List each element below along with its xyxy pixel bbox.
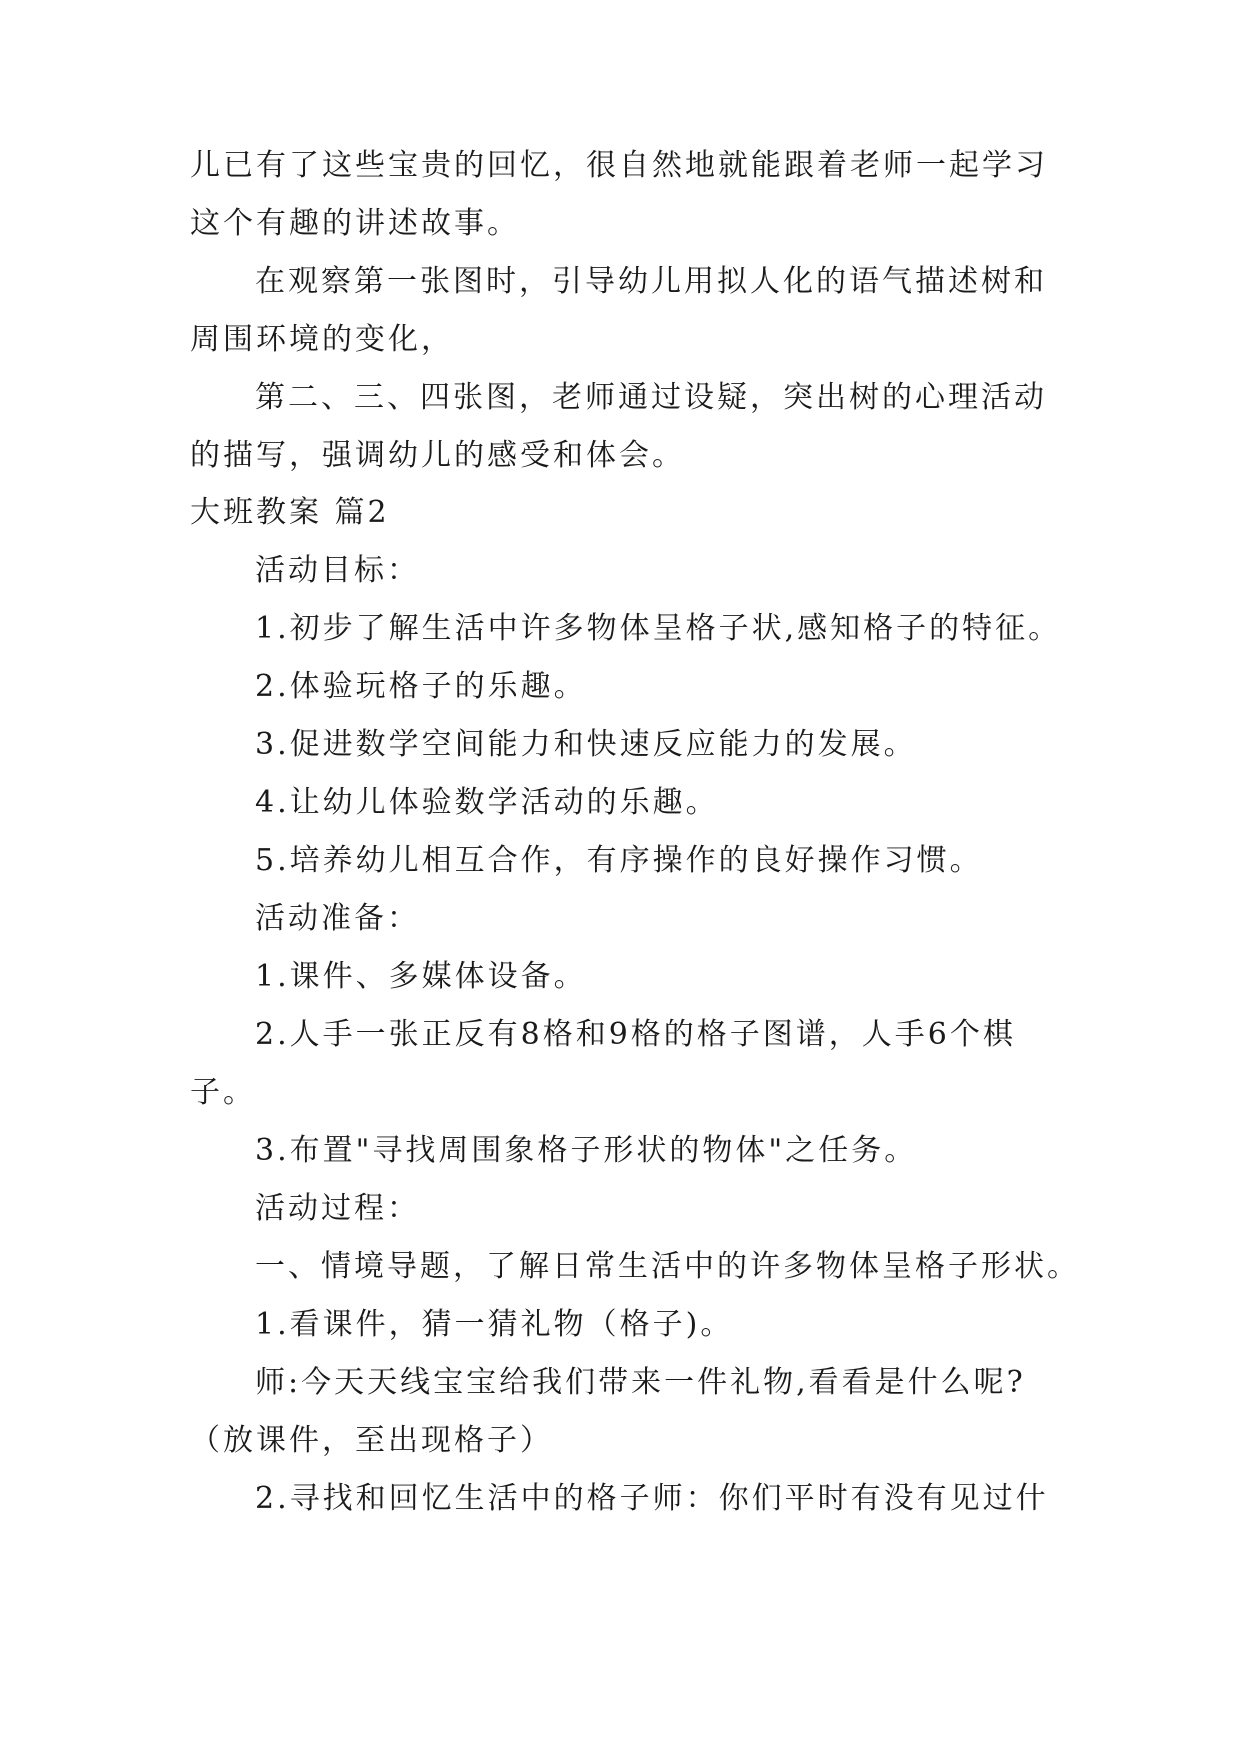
text-line: 2.寻找和回忆生活中的格子师：你们平时有没有见过什 — [255, 1481, 1049, 1516]
text-line: 5.培养幼儿相互合作，有序操作的良好操作习惯。 — [255, 843, 983, 878]
text-line: 这个有趣的讲述故事。 — [190, 206, 520, 241]
text-line: 4.让幼儿体验数学活动的乐趣。 — [255, 785, 719, 820]
text-line: 活动目标： — [255, 553, 420, 588]
text-line: 3.促进数学空间能力和快速反应能力的发展。 — [255, 727, 917, 762]
text-line: 1.课件、多媒体设备。 — [255, 959, 587, 994]
text-line: 1.初步了解生活中许多物体呈格子状,感知格子的特征。 — [255, 611, 1062, 646]
text-line: 子。 — [190, 1075, 256, 1110]
text-line: 周围环境的变化， — [190, 322, 454, 357]
text-line: 师:今天天线宝宝给我们带来一件礼物,看看是什么呢? — [255, 1365, 1026, 1400]
text-line: 3.布置"寻找周围象格子形状的物体"之任务。 — [255, 1133, 918, 1168]
text-line: 一、情境导题，了解日常生活中的许多物体呈格子形状。 — [255, 1249, 1080, 1284]
text-line: 第二、三、四张图，老师通过设疑，突出树的心理活动 — [255, 380, 1047, 415]
text-line: 1.看课件，猜一猜礼物（格子)。 — [255, 1307, 734, 1342]
text-line: 活动准备： — [255, 901, 420, 936]
text-line: 2.体验玩格子的乐趣。 — [255, 669, 587, 704]
text-line: 在观察第一张图时，引导幼儿用拟人化的语气描述树和 — [255, 264, 1047, 299]
text-line: 的描写，强调幼儿的感受和体会。 — [190, 438, 685, 473]
text-line: 2.人手一张正反有8格和9格的格子图谱，人手6个棋 — [255, 1017, 1016, 1052]
text-line: 活动过程： — [255, 1191, 420, 1226]
text-line: 儿已有了这些宝贵的回忆，很自然地就能跟着老师一起学习 — [190, 148, 1048, 183]
section-heading: 大班教案 篇2 — [190, 495, 390, 530]
text-line: （放课件，至出现格子） — [190, 1423, 553, 1458]
